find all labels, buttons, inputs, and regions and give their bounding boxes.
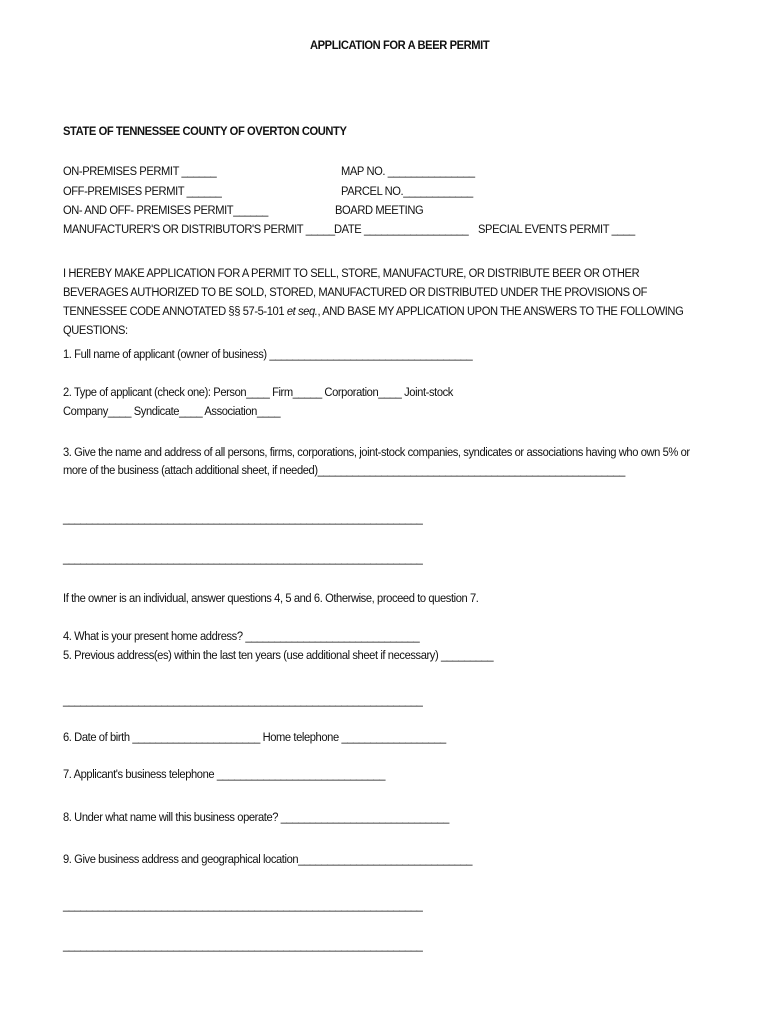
question-2-applicant-type[interactable]: 2. Type of applicant (check one): Person____ Firm_____ Corporation____ Joint-stock — [63, 385, 453, 399]
declaration-paragraph — [63, 264, 707, 340]
manufacturer-distributor-permit-field[interactable]: MANUFACTURER'S OR DISTRIBUTOR'S PERMIT _____ — [63, 222, 335, 236]
declaration-text: I HEREBY MAKE APPLICATION FOR A PERMIT TO SELL, STORE, MANUFACTURE, OR DISTRIBUTE BEER OR OTHER BEVERAGES AUTHORIZED TO BE SOLD, STORED, MANUFACTURED OR DISTRIBUTED UNDER THE PROVISIONS OF TENNESSEE CODE ANNOTATED §§ 57-5-101 — [63, 266, 648, 318]
date-field[interactable]: DATE __________________ — [334, 222, 469, 236]
question-3-owners[interactable]: 3. Give the name and address of all persons, firms, corporations, joint-stock companies, syndicates or associations having who own 5% or more of the business (attach additional sheet, if needed)_____________________________________________________ — [63, 445, 690, 477]
individual-owner-instruction: If the owner is an individual, answer questions 4, 5 and 6. Otherwise, proceed to question 7. — [63, 591, 479, 605]
map-no-field[interactable]: MAP NO. _______________ — [341, 164, 475, 178]
question-3-blank-line-2[interactable]: ______________________________________________________________ — [63, 551, 423, 565]
on-premises-permit-field[interactable]: ON-PREMISES PERMIT ______ — [63, 164, 217, 178]
parcel-no-field[interactable]: PARCEL NO.____________ — [341, 184, 473, 198]
off-premises-permit-field[interactable]: OFF-PREMISES PERMIT ______ — [63, 184, 222, 198]
on-off-premises-permit-field[interactable]: ON- AND OFF- PREMISES PERMIT______ — [63, 203, 268, 217]
board-meeting-label: BOARD MEETING — [335, 203, 424, 217]
question-6-birth-and-phone[interactable]: 6. Date of birth ______________________ Home telephone __________________ — [63, 730, 446, 744]
declaration-text-end: , AND BASE MY APPLICATION UPON THE ANSWERS TO THE FOLLOWING QUESTIONS: — [63, 304, 684, 337]
question-8-business-name[interactable]: 8. Under what name will this business operate? _____________________________ — [63, 810, 449, 824]
question-5-previous-addresses[interactable]: 5. Previous address(es) within the last ten years (use additional sheet if necessary) _________ — [63, 648, 494, 662]
question-4-home-address[interactable]: 4. What is your present home address? ______________________________ — [63, 629, 420, 643]
special-events-permit-field[interactable]: SPECIAL EVENTS PERMIT ____ — [478, 222, 635, 236]
jurisdiction-heading: STATE OF TENNESSEE COUNTY OF OVERTON COUNTY — [63, 124, 347, 138]
question-7-business-telephone[interactable]: 7. Applicant's business telephone _____________________________ — [63, 767, 386, 781]
question-3-blank-line-1[interactable]: ______________________________________________________________ — [63, 511, 423, 525]
question-9-blank-line-2[interactable]: ______________________________________________________________ — [63, 938, 423, 952]
question-9-business-address[interactable]: 9. Give business address and geographical location______________________________ — [63, 852, 473, 866]
declaration-et-seq: et seq. — [286, 304, 318, 318]
question-9-blank-line-1[interactable]: ______________________________________________________________ — [63, 898, 423, 912]
form-title: APPLICATION FOR A BEER PERMIT — [310, 38, 490, 52]
question-1-applicant-name[interactable]: 1. Full name of applicant (owner of business) ___________________________________ — [63, 347, 473, 361]
question-5-blank-line[interactable]: ______________________________________________________________ — [63, 693, 423, 707]
question-2-applicant-type-cont[interactable]: Company____ Syndicate____ Association____ — [63, 404, 281, 418]
